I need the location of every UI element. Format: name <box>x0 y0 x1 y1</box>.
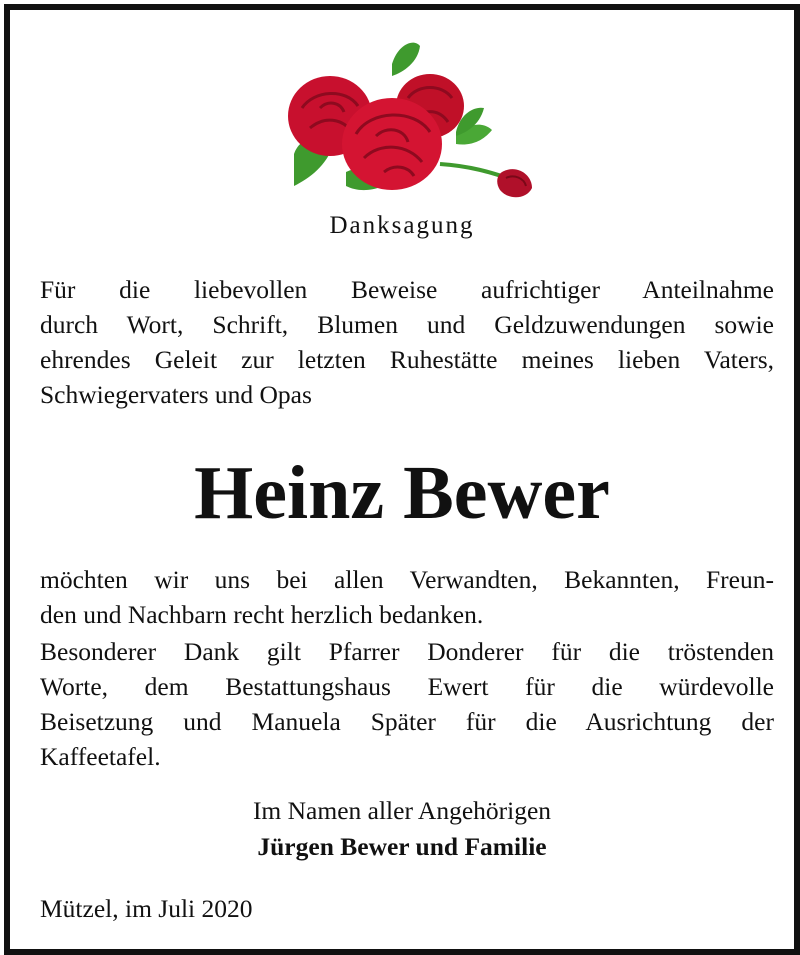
notice-content <box>10 10 794 949</box>
special-line: Besonderer Dank gilt Pfarrer Donderer für die tröstenden <box>40 637 774 666</box>
deceased-name: Heinz Bewer <box>194 451 610 535</box>
intro-line: ehrendes Geleit zur letzten Ruhestätte meines lieben Vaters, <box>40 345 774 374</box>
signature-names: Jürgen Bewer und Familie <box>257 832 547 861</box>
intro-paragraph <box>40 272 774 412</box>
thanks-paragraph <box>40 562 774 632</box>
intro-line: Schwiegervaters und Opas <box>40 380 312 409</box>
intro-line: Für die liebevollen Beweise aufrichtiger Anteilnahme <box>40 275 774 304</box>
place-date: Mützel, im Juli 2020 <box>40 894 253 923</box>
leaf-top <box>392 43 420 76</box>
intro-line: durch Wort, Schrift, Blumen und Geldzuwendungen sowie <box>40 310 774 339</box>
special-line: Kaffeetafel. <box>40 742 161 771</box>
thanks-line: möchten wir uns bei allen Verwandten, Bekannten, Freun- <box>40 565 774 594</box>
notice-heading: Danksagung <box>329 212 475 239</box>
red-roses-icon <box>280 36 540 206</box>
rose-center <box>342 98 442 190</box>
signature-intro: Im Namen aller Angehörigen <box>252 796 552 825</box>
special-line: Worte, dem Bestattungshaus Ewert für die würdevolle <box>40 672 774 701</box>
special-line: Beisetzung und Manuela Später für die Ausrichtung der <box>40 707 774 736</box>
notice-frame <box>4 4 800 955</box>
special-thanks-paragraph <box>40 634 774 774</box>
rose-bud <box>497 169 532 197</box>
thanks-line: den und Nachbarn recht herzlich bedanken. <box>40 600 484 629</box>
